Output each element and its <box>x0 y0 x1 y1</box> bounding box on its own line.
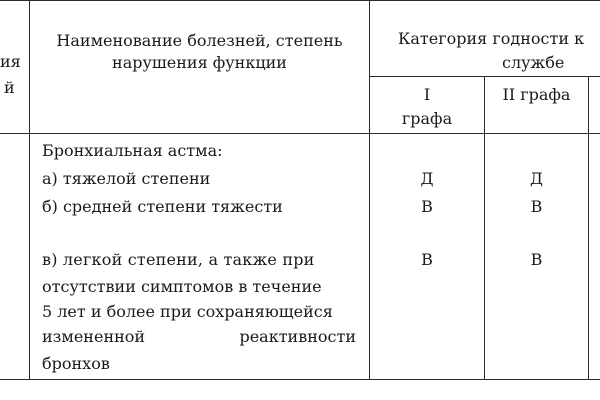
header-graph2: II графа <box>502 85 571 104</box>
left-column-fragment-1: ия <box>0 52 21 71</box>
table-top-border <box>0 0 600 1</box>
row-v-graph2: В <box>530 250 543 269</box>
header-graph1-line1: I <box>423 85 431 104</box>
row-v-line2: отсутствии симптомов в течение <box>42 277 322 296</box>
header-category-line2: службе <box>502 53 565 72</box>
column-divider-graph1 <box>484 76 485 380</box>
header-category-line1: Категория годности к <box>398 29 585 48</box>
header-bottom-border <box>0 133 600 134</box>
header-name-line1: Наименование болезней, степень <box>56 31 343 50</box>
row-a-graph2: Д <box>529 169 543 188</box>
row-b-graph2: В <box>530 197 543 216</box>
row-v-line3: 5 лет и более при сохраняющейся <box>42 302 333 321</box>
header-graph1-line2: графа <box>401 109 453 128</box>
row-v-line4 <box>42 324 356 350</box>
row-v-line4-left: измененной <box>42 327 146 346</box>
row-v-line5: бронхов <box>42 354 110 373</box>
row-b-label: б) средней степени тяжести <box>42 197 283 216</box>
row-a-label: а) тяжелой степени <box>42 169 211 188</box>
row-v-line1: в) легкой степени, а также при <box>42 250 315 269</box>
row-b-graph1: В <box>421 197 433 216</box>
left-column-fragment-2: й <box>4 78 15 97</box>
row-a-graph1: Д <box>420 169 434 188</box>
row-v-graph1: В <box>421 250 433 269</box>
row-title: Бронхиальная астма: <box>42 141 223 160</box>
row-v-line4-right: реактивности <box>239 327 356 346</box>
header-name-line2: нарушения функции <box>112 53 287 72</box>
table-bottom-border <box>0 379 600 380</box>
column-divider-graph2 <box>588 76 589 380</box>
